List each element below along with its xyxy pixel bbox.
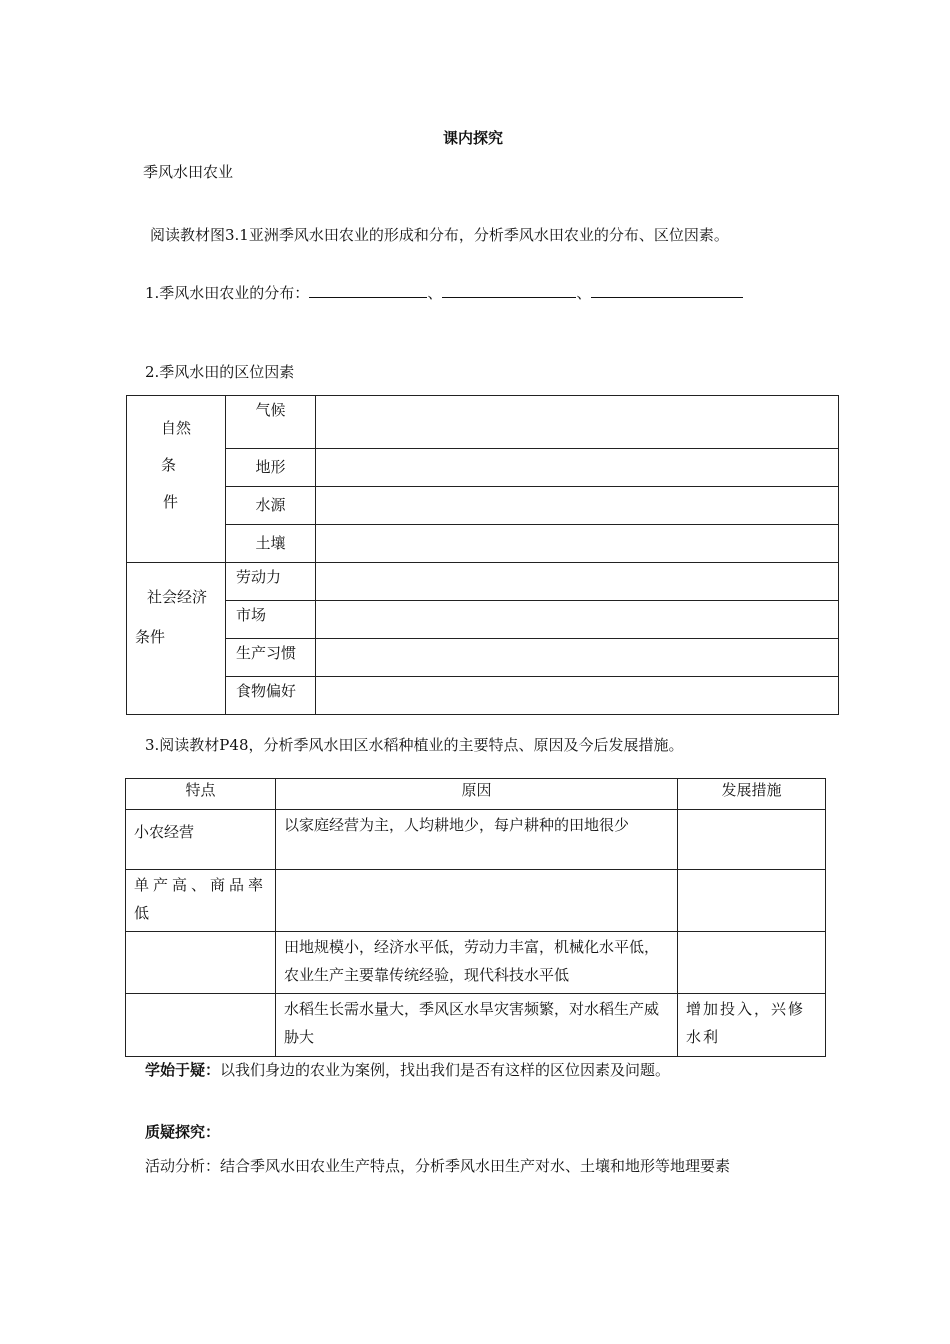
question-2: 2.季风水田的区位因素 [145,363,295,381]
answer-water[interactable] [316,487,839,525]
measure-cell[interactable] [678,810,826,870]
doubt-text: 以我们身边的农业为案例，找出我们是否有这样的区位因素及问题。 [220,1061,671,1079]
factor-market: 市场 [226,601,316,639]
reason-cell: 以家庭经营为主，人均耕地少，每户耕种的田地很少 [276,810,678,870]
factor-terrain: 地形 [226,449,316,487]
reason-cell: 水稻生长需水量大，季风区水旱灾害频繁，对水稻生产威胁大 [276,994,678,1057]
activity-text: 活动分析：结合季风水田农业生产特点，分析季风水田生产对水、土壤和地形等地理要素 [145,1157,731,1175]
social-conditions-cell [127,563,226,715]
factor-climate: 气候 [226,396,316,449]
answer-habits[interactable] [316,639,839,677]
social-label-2: 条件 [135,628,166,646]
question-3: 3.阅读教材P48，分析季风水田区水稻种植业的主要特点、原因及今后发展措施。 [145,736,684,754]
answer-blank-2[interactable] [442,283,576,298]
factor-soil: 土壤 [226,525,316,563]
answer-market[interactable] [316,601,839,639]
factor-food: 食物偏好 [226,677,316,715]
feature-cell[interactable] [126,994,276,1057]
section-subtitle: 季风水田农业 [143,163,234,181]
answer-food[interactable] [316,677,839,715]
page-title: 课内探究 [443,129,504,147]
answer-blank-1[interactable] [309,283,427,298]
measure-cell[interactable] [678,870,826,932]
social-label-1: 社会经济 [147,588,208,606]
answer-terrain[interactable] [316,449,839,487]
feature-cell[interactable] [126,932,276,994]
location-factors-table [126,395,839,715]
measure-cell: 增加投入，兴修水利 [678,994,826,1057]
feature-cell: 小农经营 [126,810,276,870]
header-measure: 发展措施 [678,779,826,810]
reason-cell[interactable] [276,870,678,932]
measure-cell[interactable] [678,932,826,994]
factor-water: 水源 [226,487,316,525]
natural-conditions-cell [127,396,226,563]
natural-label-2: 条 [161,456,177,474]
question-1-label: 1.季风水田农业的分布： [145,284,310,302]
natural-label-1: 自然 [161,419,192,437]
doubt-paragraph [145,1060,670,1080]
inquiry-heading: 质疑探究： [145,1123,221,1141]
separator: 、 [576,284,592,302]
separator: 、 [427,284,443,302]
answer-climate[interactable] [316,396,839,449]
header-feature: 特点 [126,779,276,810]
doubt-label: 学始于疑： [145,1061,221,1079]
answer-labor[interactable] [316,563,839,601]
question-1 [145,283,743,303]
header-reason: 原因 [276,779,678,810]
reason-cell: 田地规模小，经济水平低，劳动力丰富，机械化水平低，农业生产主要靠传统经验，现代科技水平低 [276,932,678,994]
feature-cell: 单产高、商品率低 [126,870,276,932]
answer-soil[interactable] [316,525,839,563]
intro-text: 阅读教材图3.1亚洲季风水田农业的形成和分布，分析季风水田农业的分布、区位因素。 [150,226,729,244]
rice-farming-table [125,778,826,1057]
factor-labor: 劳动力 [226,563,316,601]
factor-habits: 生产习惯 [226,639,316,677]
answer-blank-3[interactable] [591,283,743,298]
natural-label-3: 件 [163,493,179,511]
